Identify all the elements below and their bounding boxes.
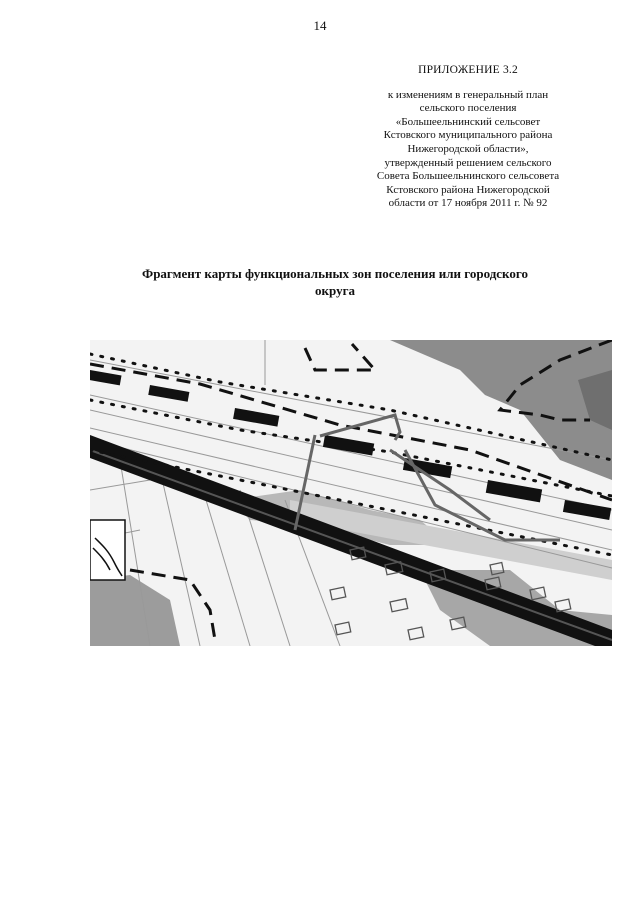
appendix-line: «Большеельнинский сельсовет (395, 115, 541, 128)
map-title-line-1: Фрагмент карты функциональных зон поселения или городского (142, 266, 528, 281)
appendix-line: Совета Большеельнинского сельсовета (376, 170, 560, 183)
appendix-line: к изменениям в генеральный план (387, 88, 549, 101)
map-fragment-image (90, 340, 612, 646)
appendix-line: Кстовского муниципального района (383, 129, 553, 142)
appendix-heading: ПРИЛОЖЕНИЕ 3.2 (418, 64, 518, 76)
page-number: 14 (313, 18, 327, 33)
map-title-line-2: округа (315, 283, 355, 298)
appendix-block (350, 64, 586, 211)
map-title (90, 265, 580, 299)
appendix-line: утвержденный решением сельского (384, 156, 552, 169)
appendix-line: Кстовского района Нижегородской (386, 183, 550, 196)
appendix-line: Нижегородской области», (407, 142, 529, 155)
appendix-line: сельского поселения (419, 102, 517, 115)
appendix-line: области от 17 ноября 2011 г. № 92 (388, 197, 548, 210)
